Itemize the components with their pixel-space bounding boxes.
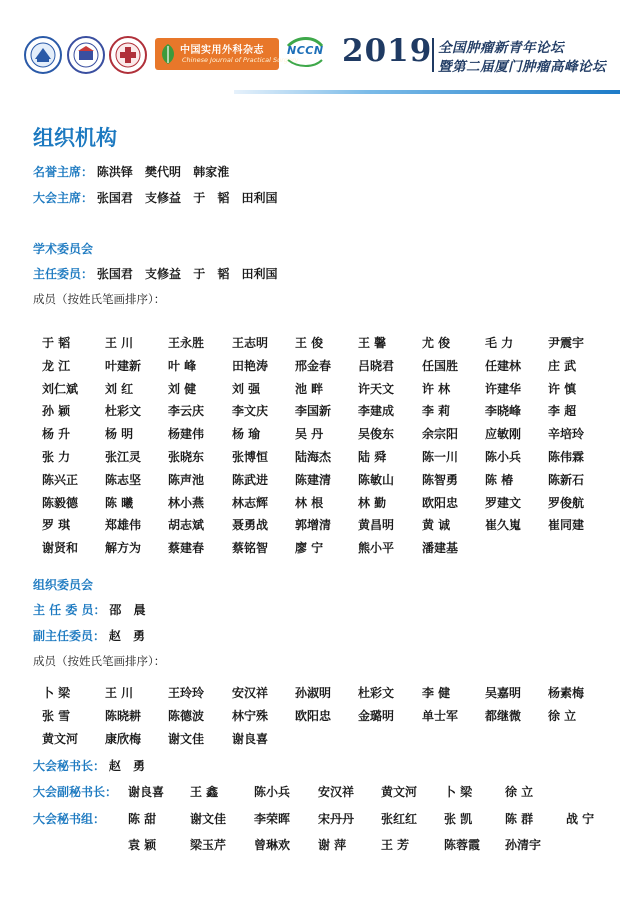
- member-name: 吴 丹: [295, 427, 324, 442]
- member-name: 陈 曦: [105, 495, 134, 510]
- deputy-secretaries: [33, 783, 117, 800]
- member-name: 于 韬: [42, 336, 71, 350]
- member-name: 王 俊: [295, 336, 324, 350]
- member-name: 谢文佳: [168, 732, 205, 746]
- secretary-name: 王 芳: [381, 838, 410, 852]
- member-name: 李 超: [548, 404, 577, 419]
- member-name: 李文庆: [232, 404, 269, 419]
- secretariat-group-label: 大会秘书组：: [33, 812, 106, 826]
- member-name: 熊小平: [358, 541, 395, 556]
- member-name: 聂勇战: [232, 518, 269, 533]
- secretary-name: 谢 萍: [318, 838, 347, 852]
- member-name: 谢贤和: [42, 541, 79, 556]
- secretary-name: 袁 颖: [128, 838, 157, 852]
- organizing-vice-names: 赵 勇: [108, 629, 146, 643]
- forum-title-line1: 全国肿瘤新青年论坛: [438, 40, 564, 56]
- member-name: 王 川: [105, 336, 134, 350]
- journal-logo: [155, 38, 299, 70]
- header-divider: [432, 38, 434, 72]
- secretary-name: 宋丹丹: [318, 812, 355, 826]
- member-name: 陈毅德: [42, 495, 79, 510]
- member-name: 毛 力: [485, 336, 514, 350]
- member-name: 许 慎: [548, 381, 577, 396]
- secretariat-group: [33, 810, 105, 827]
- organizing-vice-director: [33, 627, 145, 644]
- secretary-name: 谢文佳: [190, 812, 227, 826]
- member-name: 谢良喜: [232, 732, 269, 746]
- academic-heading: 学术委员会: [33, 242, 94, 256]
- secretary-name: 陈蓉霞: [444, 838, 481, 852]
- forum-title-line2: 暨第二届厦门肿瘤高峰论坛: [438, 59, 606, 75]
- member-name: 许建华: [485, 381, 522, 396]
- member-name: 王 川: [105, 686, 134, 700]
- academic-members-label: 成员（按姓氏笔画排序）：: [33, 292, 166, 306]
- member-name: 吴俊东: [358, 427, 395, 442]
- member-name: 张晓东: [168, 449, 205, 464]
- event-year: 2019: [342, 33, 433, 69]
- member-name: 王玲玲: [168, 686, 205, 700]
- member-name: 龙 江: [42, 358, 71, 373]
- chairs-label: 大会主席：: [33, 191, 94, 205]
- member-name: 廖 宁: [295, 541, 324, 556]
- member-name: 李 健: [422, 686, 451, 700]
- member-name: 尹震宇: [548, 336, 585, 350]
- member-name: 陈智勇: [422, 472, 459, 487]
- member-name: 陈小兵: [485, 449, 522, 464]
- member-name: 卜 梁: [42, 686, 71, 700]
- secretary-name: 黄文河: [381, 785, 418, 799]
- member-name: 陈 椿: [485, 472, 514, 487]
- deputy-secretaries-label: 大会副秘书长：: [33, 785, 118, 799]
- member-name: 任国胜: [422, 358, 459, 373]
- secretary-general: [33, 757, 145, 774]
- secretary-name: 李荣晖: [254, 812, 291, 826]
- member-name: 陈声池: [168, 472, 205, 487]
- member-name: 都继微: [485, 709, 522, 723]
- university-logo-icon: [67, 36, 105, 74]
- member-name: 解方为: [105, 541, 142, 556]
- member-name: 林小燕: [168, 495, 205, 510]
- member-name: 安汉祥: [232, 686, 269, 700]
- secretary-name: 王 鑫: [190, 785, 219, 799]
- member-name: 林 勤: [358, 495, 387, 510]
- member-name: 金璐明: [358, 709, 395, 723]
- honorary-chairs: [33, 163, 229, 180]
- honorary-names: 陈洪铎 樊代明 韩家淮: [96, 165, 230, 179]
- member-name: 陈新石: [548, 472, 585, 487]
- member-name: 孙淑明: [295, 686, 332, 700]
- member-name: 李晓峰: [485, 404, 522, 419]
- secretary-name: 曾琳欢: [254, 838, 291, 852]
- journal-leaf-icon: [159, 43, 177, 65]
- member-name: 黄昌明: [358, 518, 395, 533]
- secretary-name: 安汉祥: [318, 785, 355, 799]
- member-name: 黄 诚: [422, 518, 451, 533]
- member-name: 许天文: [358, 381, 395, 396]
- member-name: 张 力: [42, 449, 71, 464]
- member-name: 王志明: [232, 336, 269, 350]
- member-name: 李国新: [295, 404, 332, 419]
- member-name: 庄 武: [548, 358, 577, 373]
- member-name: 刘仁斌: [42, 381, 79, 396]
- member-name: 杨 明: [105, 427, 134, 442]
- member-name: 陆 舜: [358, 449, 387, 464]
- member-name: 任建林: [485, 358, 522, 373]
- member-name: 陈兴正: [42, 472, 79, 487]
- member-name: 蔡建春: [168, 541, 205, 556]
- honorary-label: 名誉主席：: [33, 165, 94, 179]
- member-name: 郑雄伟: [105, 518, 142, 533]
- member-name: 陈志坚: [105, 472, 142, 487]
- member-name: 杜彩文: [105, 404, 142, 419]
- member-name: 叶建新: [105, 358, 142, 373]
- member-name: 陈建清: [295, 472, 332, 487]
- member-name: 陈敏山: [358, 472, 395, 487]
- organizing-director: [33, 601, 146, 618]
- secretary-name: 陈 群: [505, 812, 534, 826]
- member-name: 康欣梅: [105, 732, 142, 746]
- member-name: 孙 颖: [42, 404, 71, 419]
- conference-chairs: [33, 189, 278, 206]
- member-name: 陈德波: [168, 709, 205, 723]
- member-name: 吴嘉明: [485, 686, 522, 700]
- member-name: 张 雪: [42, 709, 71, 723]
- member-name: 李 莉: [422, 404, 451, 419]
- member-name: 许 林: [422, 381, 451, 396]
- nccn-logo-text: NCCN: [287, 44, 324, 57]
- member-name: 张博恒: [232, 449, 269, 464]
- secretary-name: 陈 甜: [128, 812, 157, 826]
- secretary-name: 梁玉芹: [190, 838, 227, 852]
- secretary-name: 陈小兵: [254, 785, 291, 799]
- member-name: 张江灵: [105, 449, 142, 464]
- member-name: 罗 琪: [42, 518, 71, 533]
- member-name: 刘 强: [232, 381, 261, 396]
- member-name: 田艳涛: [232, 358, 269, 373]
- member-name: 李云庆: [168, 404, 205, 419]
- member-name: 辛培玲: [548, 427, 585, 442]
- secretary-general-label: 大会秘书长：: [33, 759, 106, 773]
- member-name: 余宗阳: [422, 427, 459, 442]
- academic-directors: [33, 265, 278, 282]
- chairs-names: 张国君 支修益 于 韬 田利国: [96, 191, 278, 205]
- organizing-vice-label: 副主任委员：: [33, 629, 106, 643]
- member-name: 欧阳忠: [422, 495, 459, 510]
- member-name: 潘建基: [422, 541, 459, 556]
- member-name: 王 馨: [358, 336, 387, 350]
- member-name: 应敏刚: [485, 427, 522, 442]
- member-name: 杜彩文: [358, 686, 395, 700]
- header-rule: [234, 90, 620, 94]
- member-name: 刘 健: [168, 381, 197, 396]
- member-name: 杨 瑜: [232, 427, 261, 442]
- member-name: 杨 升: [42, 427, 71, 442]
- member-name: 杨建伟: [168, 427, 205, 442]
- member-name: 陈一川: [422, 449, 459, 464]
- academic-director-label: 主任委员：: [33, 267, 94, 281]
- member-name: 黄文河: [42, 732, 79, 746]
- secretary-general-names: 赵 勇: [108, 759, 146, 773]
- organizing-heading: 组织委员会: [33, 578, 94, 592]
- member-name: 罗俊航: [548, 495, 585, 510]
- member-name: 林 根: [295, 495, 324, 510]
- member-name: 单士军: [422, 709, 459, 723]
- member-name: 池 畔: [295, 381, 324, 396]
- member-name: 胡志斌: [168, 518, 205, 533]
- organizing-director-names: 邵 晨: [109, 603, 146, 617]
- member-name: 郭增清: [295, 518, 332, 533]
- organizing-director-label: 主 任 委 员：: [33, 603, 106, 617]
- member-name: 叶 峰: [168, 358, 197, 373]
- secretary-name: 孙清宇: [505, 838, 542, 852]
- member-name: 罗建文: [485, 495, 522, 510]
- secretary-name: 徐 立: [505, 785, 534, 799]
- organizing-members-label: 成员（按姓氏笔画排序）：: [33, 654, 166, 668]
- member-name: 林志辉: [232, 495, 269, 510]
- cancer-hospital-logo-icon: [109, 36, 147, 74]
- member-name: 尤 俊: [422, 336, 451, 350]
- member-name: 崔同建: [548, 518, 585, 533]
- hospital-logo-icon: [24, 36, 62, 74]
- member-name: 徐 立: [548, 709, 577, 723]
- member-name: 崔久嵬: [485, 518, 522, 533]
- member-name: 蔡铭智: [232, 541, 269, 556]
- page-title: 组织机构: [33, 126, 117, 150]
- secretary-name: 张红红: [381, 812, 418, 826]
- member-name: 王永胜: [168, 336, 205, 350]
- member-name: 欧阳忠: [295, 709, 332, 723]
- member-name: 吕晓君: [358, 358, 395, 373]
- member-name: 陈伟霖: [548, 449, 585, 464]
- member-name: 刘 红: [105, 381, 134, 396]
- secretary-name: 张 凯: [444, 812, 473, 826]
- member-name: 林宁殊: [232, 709, 269, 723]
- journal-name-cn: 中国实用外科杂志: [180, 45, 264, 56]
- secretary-name: 卜 梁: [444, 785, 473, 799]
- member-name: 杨素梅: [548, 686, 585, 700]
- academic-director-names: 张国君 支修益 于 韬 田利国: [96, 267, 278, 281]
- journal-name-en: Chinese Journal of Practical Surgery: [182, 56, 299, 64]
- member-name: 李建成: [358, 404, 395, 419]
- secretary-name: 谢良喜: [128, 785, 165, 799]
- member-name: 邢金春: [295, 358, 332, 373]
- member-name: 陆海杰: [295, 449, 332, 464]
- secretary-name: 战 宁: [566, 812, 595, 826]
- page-header: [0, 0, 640, 100]
- member-name: 陈晓耕: [105, 709, 142, 723]
- member-name: 陈武进: [232, 472, 269, 487]
